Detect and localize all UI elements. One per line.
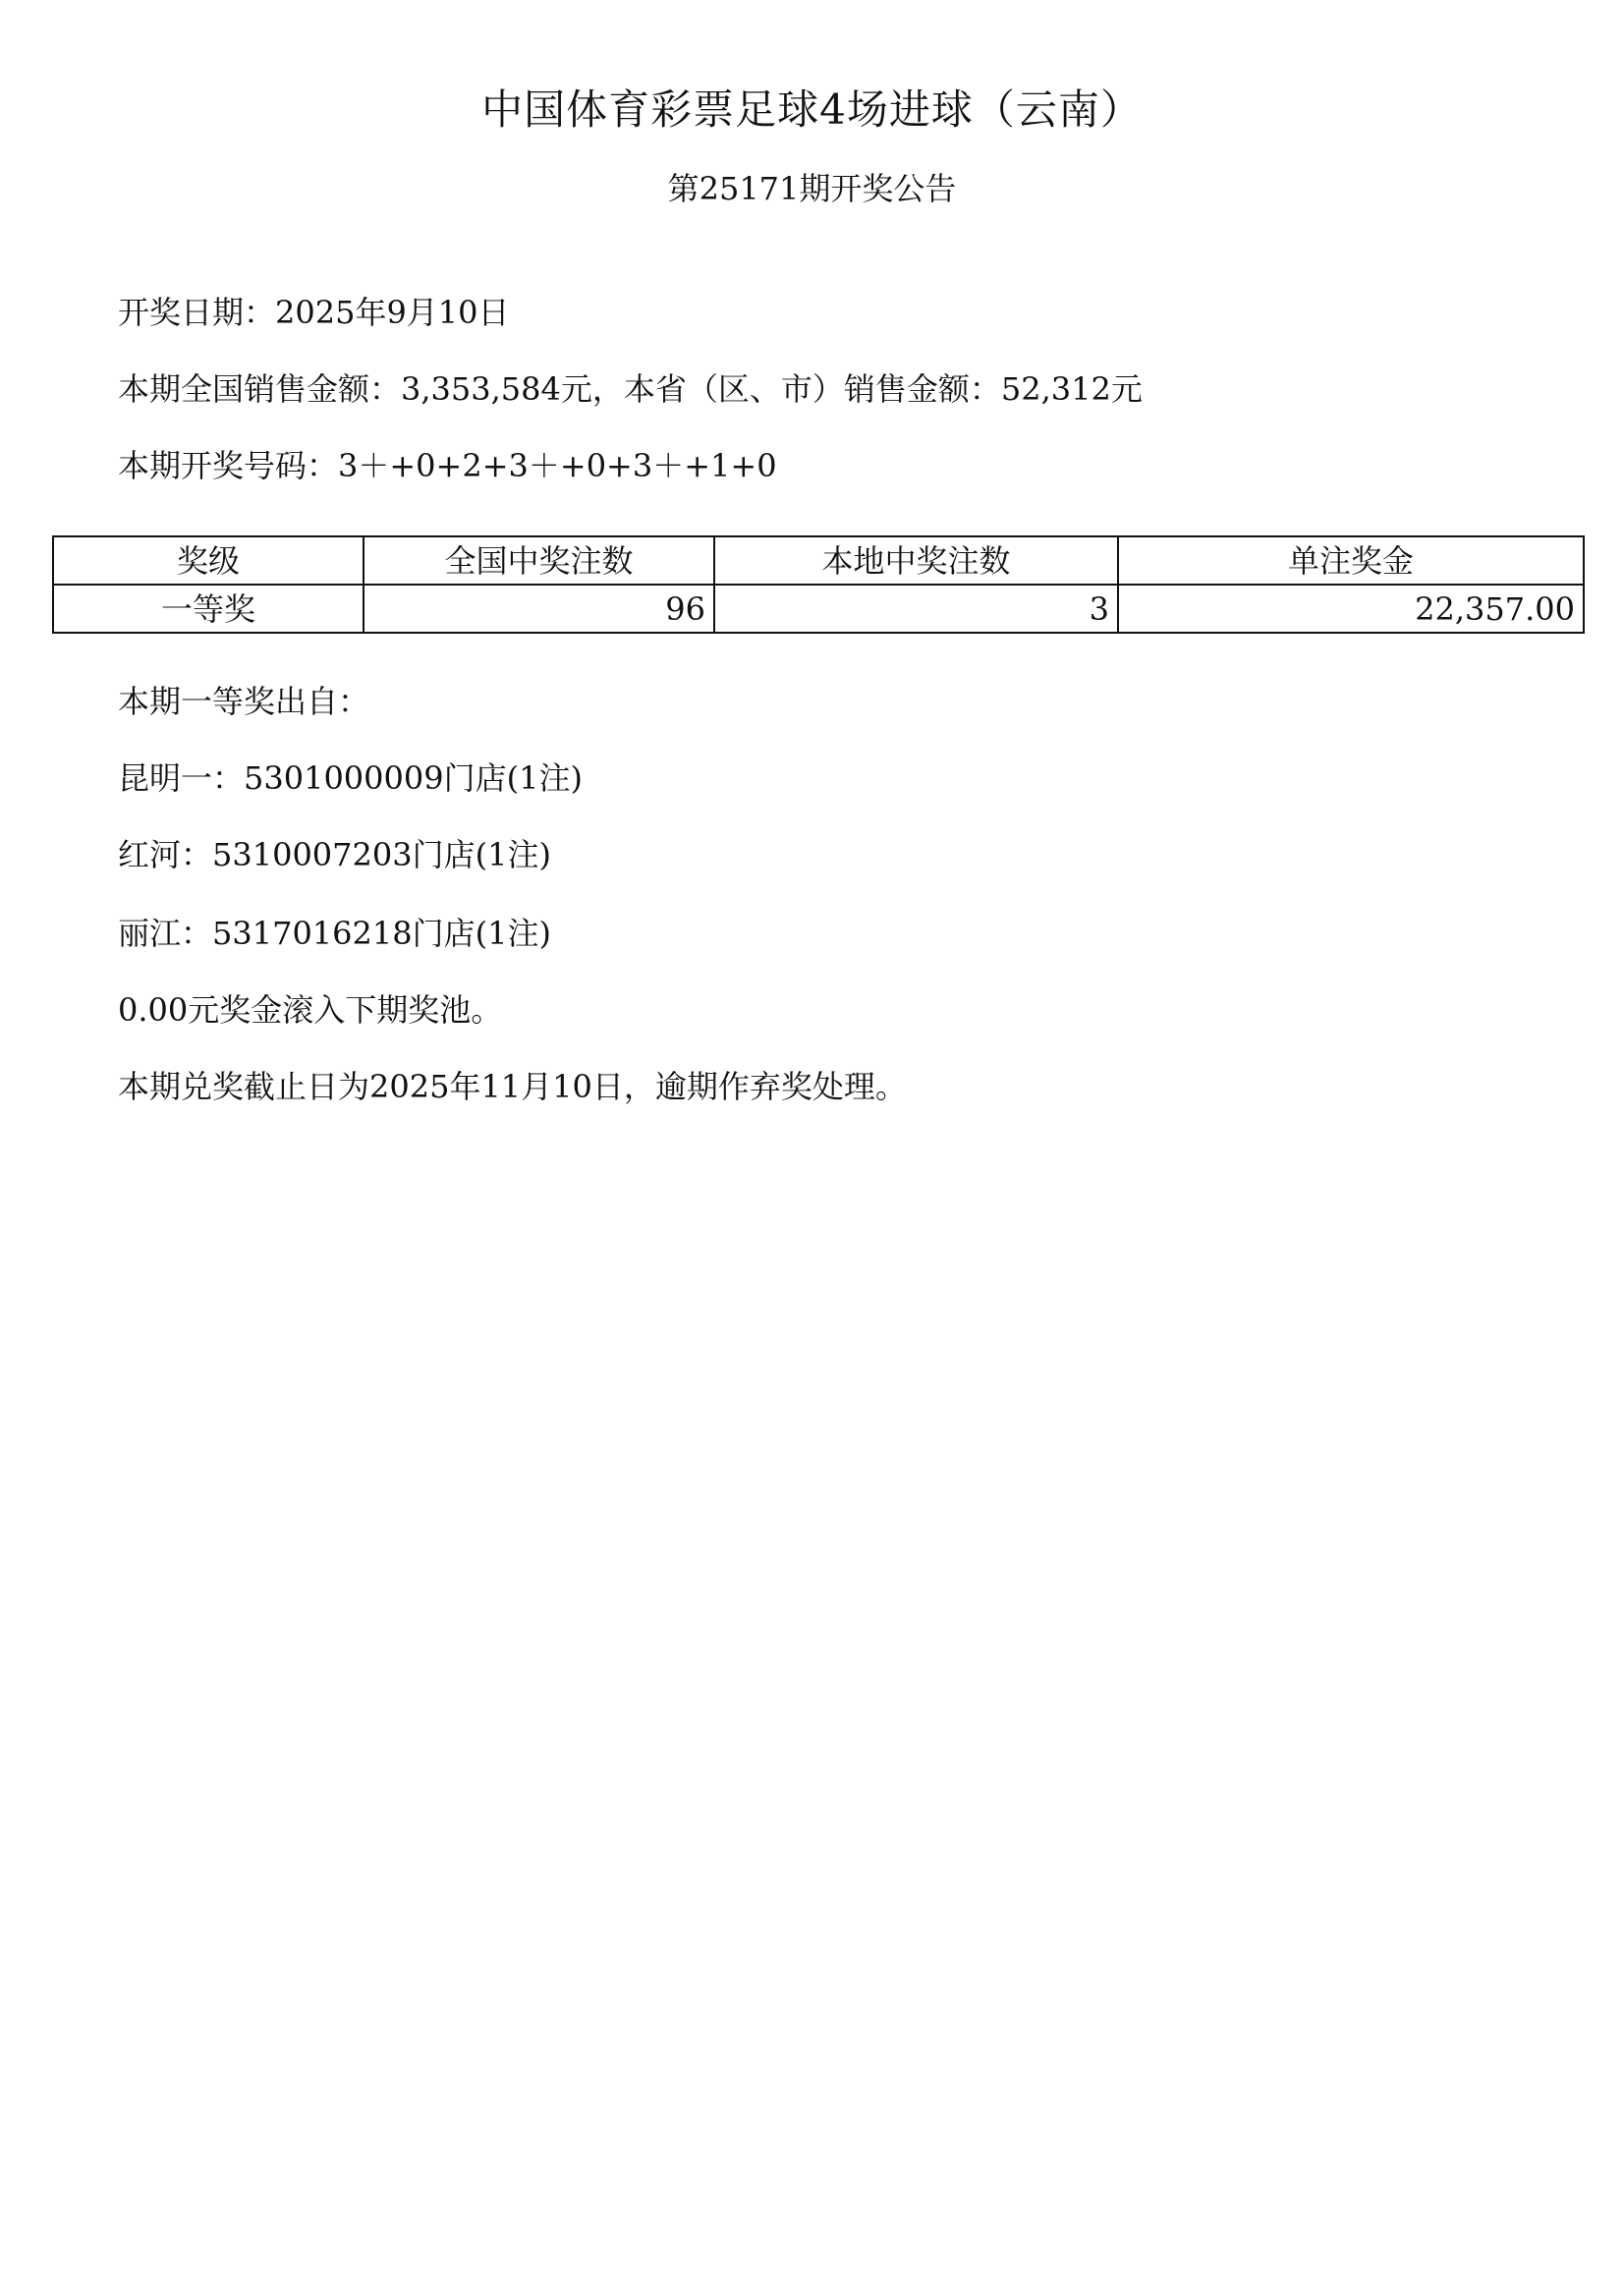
header-prize-level: 奖级 xyxy=(53,536,364,585)
cell-unit-prize: 22,357.00 xyxy=(1118,585,1584,633)
header-unit-prize: 单注奖金 xyxy=(1118,536,1584,585)
rollover-note: 0.00元奖金滚入下期奖池。 xyxy=(118,991,503,1029)
cell-prize-level: 一等奖 xyxy=(53,585,364,633)
sales-amount: 本期全国销售金额：3,353,584元，本省（区、市）销售金额：52,312元 xyxy=(118,370,1143,408)
winners-heading: 本期一等奖出自： xyxy=(118,683,370,720)
prize-table xyxy=(52,535,1585,634)
document-subtitle: 第25171期开奖公告 xyxy=(667,170,957,207)
cell-national-count: 96 xyxy=(364,585,714,633)
list-item: 红河：5310007203门店(1注) xyxy=(118,836,551,873)
winning-numbers: 本期开奖号码：3＋+0+2+3＋+0+3＋+1+0 xyxy=(118,447,777,484)
cell-local-count: 3 xyxy=(714,585,1118,633)
header-local-count: 本地中奖注数 xyxy=(714,536,1118,585)
document-title: 中国体育彩票足球4场进球（云南） xyxy=(481,85,1143,134)
draw-date: 开奖日期：2025年9月10日 xyxy=(118,294,510,331)
prize-table-header-row xyxy=(53,536,1584,585)
deadline-note: 本期兑奖截止日为2025年11月10日，逾期作弃奖处理。 xyxy=(118,1068,907,1105)
header-national-count: 全国中奖注数 xyxy=(364,536,714,585)
list-item: 昆明一：5301000009门店(1注) xyxy=(118,759,583,797)
table-row xyxy=(53,585,1584,633)
list-item: 丽江：5317016218门店(1注) xyxy=(118,915,551,952)
